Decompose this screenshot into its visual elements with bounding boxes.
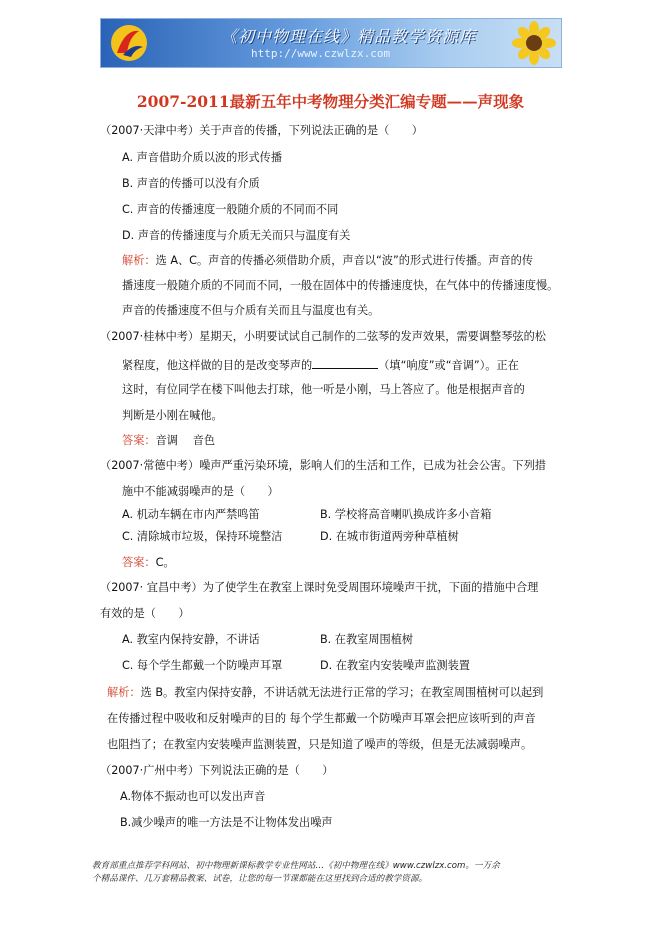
banner-url[interactable]: http://www.czwlzx.com — [251, 47, 391, 60]
banner-title: 《初中物理在线》精品教学资源库 — [221, 27, 477, 46]
q2-line3: 这时，有位同学在楼下叫他去打球，他一听是小刚，马上答应了。他是根据声音的 — [122, 383, 525, 396]
q1-analysis-line3: 声音的传播速度不但与介质有关而且与温度也有关。 — [122, 304, 380, 317]
document-title: 2007-2011最新五年中考物理分类汇编专题——声现象 — [136, 92, 525, 111]
q5-option-b: B.减少噪声的唯一方法是不让物体发出噪声 — [120, 816, 333, 829]
q1-option-b: B. 声音的传播可以没有介质 — [122, 177, 260, 190]
q2-line2-a: 紧程度，他这样做的目的是改变琴声的 — [122, 359, 313, 372]
footer-line1: 教育部重点推荐学科网站、初中物理新课标教学专业性网站…《初中物理在线》www.czwlzx.com。一万余 — [92, 861, 500, 871]
q4-analysis-text: 选 B。教室内保持安静，不讲话就无法进行正常的学习；在教室周围植树可以起到 — [140, 686, 544, 699]
header-banner — [100, 18, 562, 68]
q3-option-a: A. 机动车辆在市内严禁鸣笛 — [122, 508, 260, 521]
q4-line2: 有效的是（ ） — [100, 607, 190, 620]
q1-analysis-text: 选 A、C。声音的传播必须借助介质，声音以“波”的形式进行传播。声音的传 — [155, 254, 534, 267]
q1-option-d: D. 声音的传播速度与介质无关而只与温度有关 — [122, 229, 351, 242]
q1-option-c: C. 声音的传播速度一般随介质的不同而不同 — [122, 203, 339, 216]
q3-answer — [122, 556, 175, 570]
sunflower-icon — [511, 21, 557, 65]
q4-option-d: D. 在教室内安装噪声监测装置 — [320, 659, 470, 672]
q2-answer — [122, 434, 215, 448]
q5-stem: （2007·广州中考）下列说法正确的是（ ） — [100, 764, 334, 777]
q4-option-b: B. 在教室周围植树 — [320, 633, 414, 646]
analysis-label: 解析： — [107, 686, 141, 699]
q3-line1: （2007·常德中考）噪声严重污染环境，影响人们的生活和工作，已成为社会公害。下列措 — [100, 459, 546, 472]
q3-option-c: C. 清除城市垃圾，保持环境整洁 — [122, 530, 283, 543]
q3-line2: 施中不能减弱噪声的是（ ） — [122, 485, 279, 498]
site-logo-icon — [109, 23, 149, 63]
q2-line2 — [122, 357, 519, 373]
q1-analysis-line2: 播速度一般随介质的不同而不同，一般在固体中的传播速度快，在气体中的传播速度慢。 — [122, 279, 559, 292]
q2-answer-text: 音调 音色 — [155, 434, 216, 447]
q2-line2-b: （填“响度”或“音调”）。正在 — [378, 359, 519, 372]
footer-line2: 个精品课件、几万套精品教案、试卷，让您的每一节课都能在这里找到合适的教学资源。 — [92, 874, 428, 884]
answer-blank — [312, 357, 378, 369]
q4-analysis-line1 — [107, 686, 543, 700]
q4-option-c: C. 每个学生都戴一个防噪声耳罩 — [122, 659, 283, 672]
footer-note — [92, 860, 572, 886]
q4-analysis-line2: 在传播过程中吸收和反射噪声的目的 每个学生都戴一个防噪声耳罩会把应该听到的声音 — [107, 712, 536, 725]
q1-analysis-line1 — [122, 254, 533, 268]
q5-option-a: A.物体不振动也可以发出声音 — [120, 790, 266, 803]
q4-analysis-line3: 也阻挡了；在教室内安装噪声监测装置，只是知道了噪声的等级，但是无法减弱噪声。 — [107, 738, 533, 751]
q2-line4: 判断是小刚在喊他。 — [122, 409, 223, 422]
answer-label: 答案： — [122, 434, 156, 447]
q4-line1: （2007· 宜昌中考）为了使学生在教室上课时免受周围环境噪声干扰，下面的措施中合理 — [100, 581, 539, 594]
analysis-label: 解析： — [122, 254, 156, 267]
q2-line1: （2007·桂林中考）星期天，小明要试试自己制作的二弦琴的发声效果，需要调整琴弦的松 — [100, 330, 546, 343]
q1-stem: （2007·天津中考）关于声音的传播，下列说法正确的是（ ） — [100, 124, 423, 137]
q3-answer-text: C。 — [155, 556, 175, 569]
q4-option-a: A. 教室内保持安静，不讲话 — [122, 633, 260, 646]
q3-option-d: D. 在城市街道两旁种草植树 — [320, 530, 459, 543]
answer-label: 答案： — [122, 556, 156, 569]
q1-option-a: A. 声音借助介质以波的形式传播 — [122, 151, 283, 164]
q3-option-b: B. 学校将高音喇叭换成许多小音箱 — [320, 508, 492, 521]
